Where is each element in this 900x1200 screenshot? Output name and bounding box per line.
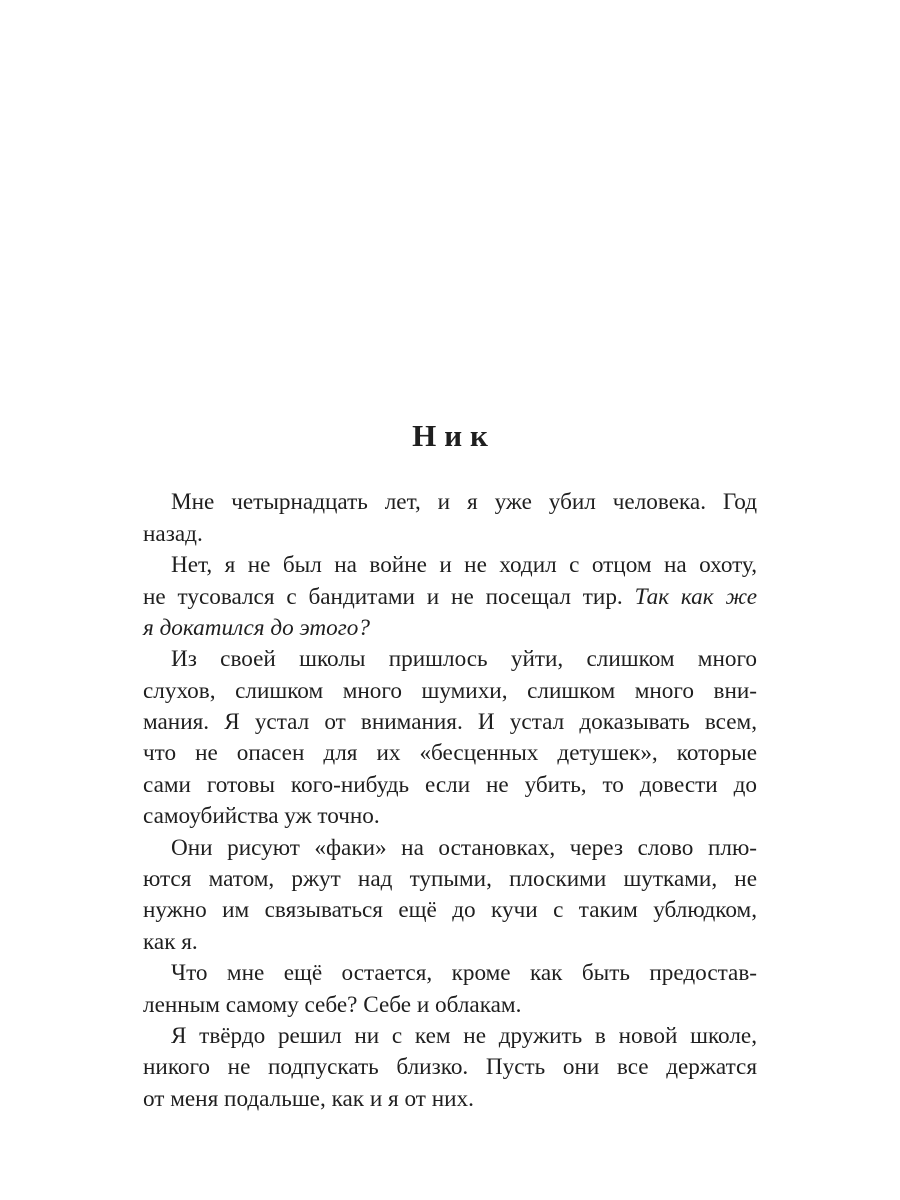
text-line: что не опасен для их «бесценных детушек», которые bbox=[143, 740, 757, 766]
text-line: как я. bbox=[143, 929, 198, 955]
text-line: Нет, я не был на войне и не ходил с отцом на охоту, bbox=[171, 552, 757, 578]
text-line-italic: я докатился до этого? bbox=[143, 615, 370, 641]
text-line bbox=[143, 581, 757, 613]
text-line: ются матом, ржут над тупыми, плоскими шутками, не bbox=[143, 866, 757, 892]
text-line: Они рисуют «факи» на остановках, через слово плю- bbox=[171, 835, 757, 861]
text-line: Что мне ещё остается, кроме как быть предостав- bbox=[171, 960, 757, 986]
text-span: не тусовался с бандитами и не посещал тир. bbox=[143, 584, 623, 610]
italic-text-span: Так как же bbox=[634, 584, 758, 610]
text-line: нужно им связываться ещё до кучи с таким ублюдком, bbox=[143, 897, 757, 923]
text-line: мания. Я устал от внимания. И устал доказывать всем, bbox=[143, 709, 757, 735]
text-line: слухов, слишком много шумихи, слишком много вни- bbox=[143, 678, 757, 704]
text-line: никого не подпускать близко. Пусть они все держатся bbox=[143, 1054, 757, 1080]
text-line: от меня подальше, как и я от них. bbox=[143, 1086, 474, 1112]
text-line: Я твёрдо решил ни с кем не дружить в новой школе, bbox=[171, 1023, 757, 1049]
text-line: ленным самому себе? Себе и облакам. bbox=[143, 992, 522, 1018]
text-line: сами готовы кого-нибудь если не убить, то довести до bbox=[143, 772, 757, 798]
text-line: самоубийства уж точно. bbox=[143, 803, 380, 829]
text-line: Из своей школы пришлось уйти, слишком много bbox=[171, 646, 757, 672]
text-line: назад. bbox=[143, 521, 203, 547]
text-line: Мне четырнадцать лет, и я уже убил человека. Год bbox=[171, 489, 757, 515]
chapter-title: Ник bbox=[412, 418, 496, 453]
